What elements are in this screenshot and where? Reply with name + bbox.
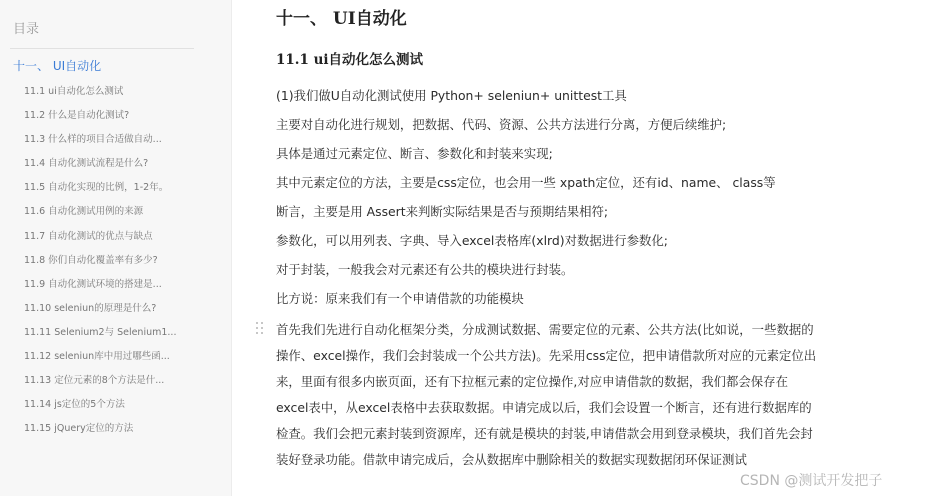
toc-item[interactable]: 11.7 自动化测试的优点与缺点	[24, 230, 153, 242]
article-line: 其中元素定位的方法，主要是css定位，也会用一些 xpath定位，还有id、name、 class等	[276, 175, 776, 190]
toc-item[interactable]: 11.3 什么样的项目合适做自动...	[24, 134, 162, 146]
paragraph-line: 检查。我们会把元素封装到资源库，还有就是模块的封装,申请借款会用到登录模块，我们首先会封	[276, 426, 813, 441]
article-line: 断言，主要是用 Assert来判断实际结果是否与预期结果相符;	[276, 204, 609, 219]
toc-item[interactable]: 11.14 js定位的5个方法	[24, 399, 125, 411]
paragraph-line: 操作、excel操作，我们会封装成一个公共方法)。先采用css定位，把申请借款所对应的元素定位出	[276, 348, 817, 363]
toc-item[interactable]: 11.2 什么是自动化测试?	[24, 110, 130, 122]
toc-item[interactable]: 11.13 定位元素的8个方法是什...	[24, 375, 165, 387]
paragraph-line: 首先我们先进行自动化框架分类，分成测试数据、需要定位的元素、公共方法(比如说，一些数据的	[276, 322, 814, 337]
article-paragraph	[276, 317, 936, 473]
article-line: 对于封装，一般我会对元素还有公共的模块进行封装。	[276, 262, 574, 277]
watermark: CSDN @测试开发把子	[740, 473, 883, 489]
toc-list	[24, 84, 194, 445]
toc-item[interactable]: 11.11 Selenium2与 Selenium1...	[24, 326, 177, 338]
toc-item[interactable]: 11.8 你们自动化覆盖率有多少?	[24, 254, 158, 266]
article-subheading: 11.1 ui自动化怎么测试	[276, 52, 424, 68]
toc-item[interactable]: 11.1 ui自动化怎么测试	[24, 86, 124, 97]
article-line: 主要对自动化进行规划，把数据、代码、资源、公共方法进行分离，方便后续维护;	[276, 117, 727, 132]
paragraph-line: 来，里面有很多内嵌页面，还有下拉框元素的定位操作,对应申请借款的数据，我们都会保存在	[276, 374, 788, 389]
article-line: 具体是通过元素定位、断言、参数化和封装来实现;	[276, 146, 553, 161]
toc-item[interactable]: 11.15 jQuery定位的方法	[24, 423, 134, 435]
paragraph-line: excel表中，从excel表格中去获取数据。申请完成以后，我们会设置一个断言，还有进行数据库的	[276, 400, 812, 415]
toc-item-active[interactable]: 十一、 UI自动化	[13, 59, 102, 73]
paragraph-line: 装好登录功能。借款申请完成后，会从数据库中删除相关的数据实现数据闭环保证测试	[276, 452, 747, 467]
toc-item[interactable]: 11.12 seleniun库中用过哪些函...	[24, 351, 170, 363]
toc-item[interactable]: 11.6 自动化测试用例的来源	[24, 206, 144, 218]
article-line: (1)我们做U自动化测试使用 Python+ seleniun+ unittest工具	[276, 88, 627, 103]
drag-handle-icon[interactable]	[256, 322, 264, 336]
toc-item[interactable]: 11.4 自动化测试流程是什么?	[24, 158, 149, 170]
toc-item[interactable]: 11.5 自动化实现的比例，1-2年。	[24, 182, 169, 194]
toc-sidebar	[0, 0, 232, 496]
toc-item[interactable]: 11.10 seleniun的原理是什么?	[24, 302, 157, 314]
article-line: 比方说：原来我们有一个申请借款的功能模块	[276, 291, 524, 306]
toc-title: 目录	[13, 22, 40, 37]
article-heading: 十一、 UI自动化	[276, 9, 407, 29]
article-line: 参数化，可以用列表、字典、导入excel表格库(xlrd)对数据进行参数化;	[276, 233, 668, 248]
toc-divider	[10, 48, 194, 49]
toc-item[interactable]: 11.9 自动化测试环境的搭建是...	[24, 278, 162, 290]
